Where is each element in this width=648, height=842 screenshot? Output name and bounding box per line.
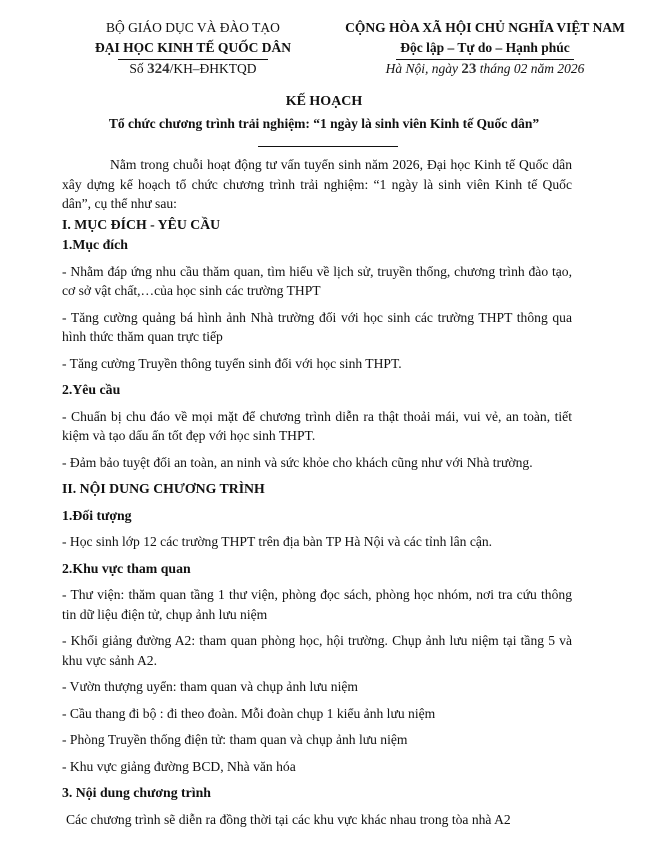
area-item: - Phòng Truyền thống điện tử: tham quan và chụp ảnh lưu niệm	[62, 732, 408, 747]
area-item: - Cầu thang đi bộ : đi theo đoàn. Mỗi đoàn chụp 1 kiểu ảnh lưu niệm	[62, 705, 436, 721]
document-date	[340, 59, 630, 79]
target-heading: 1.Đối tượng	[62, 507, 132, 523]
requirement-item: - Chuẩn bị chu đáo về mọi mặt để chương trình diễn ra thật thoải mái, vui vẻ, an toàn, tiết kiệm và tạo dấu ấn tốt đẹp với học sinh THPT.	[62, 408, 572, 443]
date-day: 23	[461, 61, 477, 77]
ministry-name: BỘ GIÁO DỤC VÀ ĐÀO TẠO	[106, 20, 280, 35]
doc-no-suffix: /KH–ĐHKTQD	[169, 61, 257, 76]
area-item: - Khối giảng đường A2: tham quan phòng học, hội trường. Chụp ảnh lưu niệm tại tầng 5 và khu vực sảnh A2.	[62, 633, 572, 668]
document-number	[88, 59, 298, 79]
university-name: ĐẠI HỌC KINH TẾ QUỐC DÂN	[95, 40, 291, 55]
requirement-item: - Đảm bảo tuyệt đối an toàn, an ninh và sức khỏe cho khách cũng như với Nhà trường.	[62, 454, 533, 470]
document-body	[62, 155, 572, 829]
document-subtitle: Tổ chức chương trình trải nghiệm: “1 ngày là sinh viên Kinh tế Quốc dân”	[108, 116, 540, 131]
purpose-heading: 1.Mục đích	[62, 237, 128, 252]
program-heading: 3. Nội dung chương trình	[62, 785, 211, 800]
purpose-item: - Tăng cường Truyền thông tuyển sinh đối với học sinh THPT.	[62, 355, 402, 371]
header-left	[88, 18, 298, 79]
national-motto: Độc lập – Tự do – Hạnh phúc	[400, 40, 570, 55]
area-item: - Khu vực giảng đường BCD, Nhà văn hóa	[62, 758, 296, 774]
requirement-heading: 2.Yêu cầu	[62, 382, 121, 397]
area-item: - Thư viện: thăm quan tầng 1 thư viện, phòng đọc sách, phòng học nhóm, nơi tra cứu thông tin dữ liệu điện tử, chụp ảnh lưu niệm	[62, 587, 572, 622]
purpose-item: - Nhằm đáp ứng nhu cầu thăm quan, tìm hiểu về lịch sử, truyền thống, chương trình đào tạo, cơ sở vật chất,…của học sinh các trường THPT	[62, 263, 572, 298]
area-heading: 2.Khu vực tham quan	[62, 560, 191, 576]
document-title: KẾ HOẠCH	[285, 94, 363, 109]
intro-paragraph: Nằm trong chuỗi hoạt động tư vấn tuyển sinh năm 2026, Đại học Kinh tế Quốc dân xây dựng kế hoạch tổ chức chương trình trải nghiệm: “1 ngày là sinh viên Kinh tế Quốc dân”, cụ thể như sau:	[62, 157, 572, 211]
header-right	[340, 18, 630, 79]
purpose-item: - Tăng cường quảng bá hình ảnh Nhà trường đối với học sinh các trường THPT thông qua hình thức thăm quan trực tiếp	[62, 309, 572, 344]
program-text: Các chương trình sẽ diễn ra đồng thời tại các khu vực khác nhau trong tòa nhà A2	[66, 811, 511, 827]
doc-no-prefix: Số	[129, 61, 148, 76]
section-1-heading: I. MỤC ĐÍCH - YÊU CẦU	[62, 216, 221, 232]
doc-no-value: 324	[147, 61, 170, 77]
area-item: - Vườn thượng uyển: tham quan và chụp ảnh lưu niệm	[62, 679, 358, 694]
date-suffix: tháng 02 năm 2026	[476, 61, 585, 76]
date-prefix: Hà Nội, ngày	[385, 61, 462, 76]
title-divider	[258, 146, 398, 147]
republic-name: CỘNG HÒA XÃ HỘI CHỦ NGHĨA VIỆT NAM	[345, 20, 625, 35]
target-item: - Học sinh lớp 12 các trường THPT trên địa bàn TP Hà Nội và các tỉnh lân cận.	[62, 534, 493, 549]
section-2-heading: II. NỘI DUNG CHƯƠNG TRÌNH	[62, 481, 265, 496]
